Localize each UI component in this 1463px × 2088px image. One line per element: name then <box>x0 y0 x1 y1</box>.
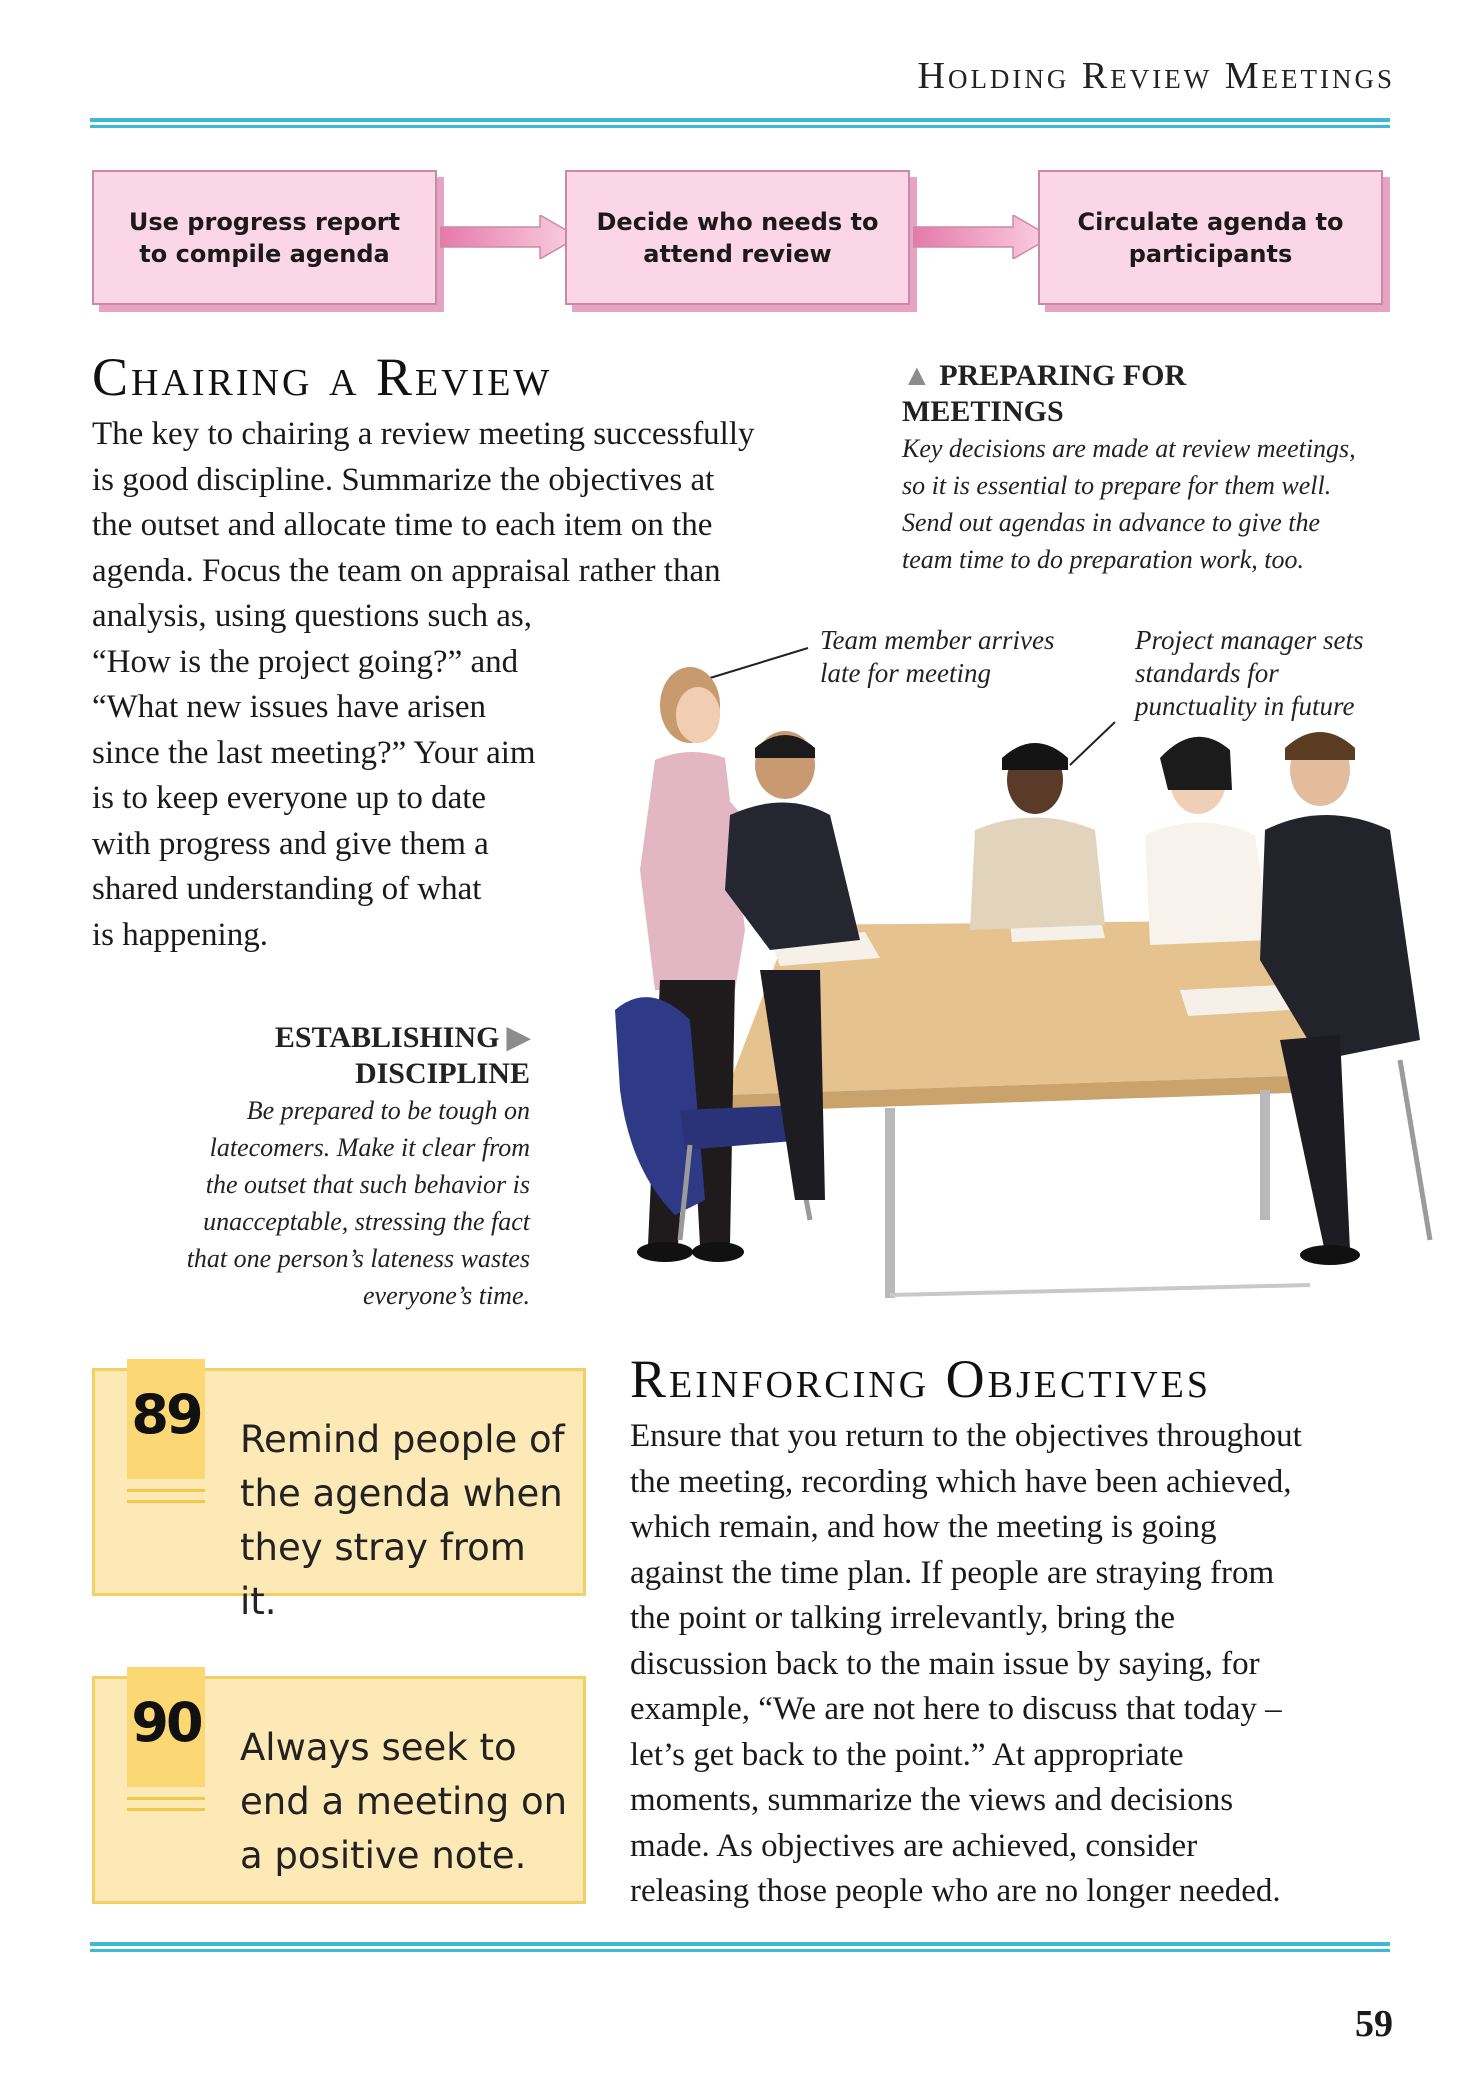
chairing-line: analysis, using questions such as, <box>92 598 532 634</box>
manager-hair <box>1002 743 1068 770</box>
flow-step-1 <box>92 170 437 305</box>
reinforcing-line: let’s get back to the point.” At appropriate <box>630 1736 1184 1773</box>
preparing-sidebar <box>902 358 1422 578</box>
chairing-line: “How is the project going?” and <box>92 643 519 680</box>
latecomer-shoe <box>692 1242 744 1262</box>
discipline-heading <box>120 1020 530 1056</box>
caption-manager-line: Project manager sets <box>1135 625 1364 655</box>
tip-line: Remind people of <box>240 1418 565 1461</box>
reinforcing-line: moments, summarize the views and decisions <box>630 1782 1234 1818</box>
reinforcing-line: example, “We are not here to discuss that today – <box>630 1691 1282 1727</box>
preparing-heading-line1: PREPARING FOR <box>939 359 1187 392</box>
chairing-line: agenda. Focus the team on appraisal rather than <box>92 552 721 589</box>
flow-step-1-line2: to compile agenda <box>139 239 390 268</box>
bottom-rule <box>90 1942 1390 1952</box>
chairing-line: is to keep everyone up to date <box>92 780 487 816</box>
reinforcing-line: against the time plan. If people are straying from <box>630 1554 1275 1591</box>
latecomer-shoe <box>637 1242 693 1262</box>
tip-box-89 <box>92 1368 586 1623</box>
discipline-line: Be prepared to be tough on <box>246 1096 530 1125</box>
discipline-line: unacceptable, stressing the fact <box>203 1207 530 1236</box>
flow-step-1-line1: Use progress report <box>128 207 401 236</box>
tip-box-90 <box>92 1676 586 1904</box>
attendee-4-shoe <box>1300 1245 1360 1265</box>
tip-rule <box>127 1489 205 1503</box>
flow-step-3-line1: Circulate agenda to <box>1077 207 1344 236</box>
flow-arrow-2-icon <box>913 215 1053 259</box>
reinforcing-line: releasing those people who are no longer needed. <box>630 1873 1281 1909</box>
tip-text <box>240 1721 570 1883</box>
attendee-4-legs <box>1280 1035 1350 1252</box>
discipline-sidebar <box>120 1020 530 1314</box>
reinforcing-title: Reinforcing Objectives <box>630 1349 1211 1409</box>
meeting-photo <box>560 640 1440 1320</box>
flow-step-3-line2: participants <box>1128 239 1293 268</box>
chairing-line: since the last meeting?” Your aim <box>92 734 536 771</box>
reinforcing-line: the meeting, recording which have been achieved, <box>630 1463 1292 1500</box>
caption-latecomer-line: Team member arrives <box>820 625 1055 655</box>
attendee-4-hair <box>1285 732 1355 760</box>
top-rule <box>90 118 1390 128</box>
discipline-line: that one person’s lateness wastes <box>186 1244 530 1273</box>
attendee-1-hair <box>755 735 815 758</box>
tip-rule <box>127 1797 205 1811</box>
running-title: Holding Review Meetings <box>917 55 1395 97</box>
tip-text <box>240 1413 570 1629</box>
tip-line: end a meeting on <box>240 1780 568 1823</box>
flow-step-3 <box>1038 170 1383 305</box>
chairing-line: shared understanding of what <box>92 871 482 907</box>
table-leg <box>885 1108 895 1298</box>
caption-manager-line: standards for <box>1135 658 1279 688</box>
reinforcing-line: made. As objectives are achieved, consider <box>630 1827 1198 1864</box>
preparing-heading <box>902 358 1422 394</box>
reinforcing-line: Ensure that you return to the objectives throughout <box>630 1418 1302 1454</box>
reinforcing-line: discussion back to the main issue by saying, for <box>630 1645 1260 1682</box>
chair-leg <box>1400 1060 1430 1240</box>
chairing-title: Chairing a Review <box>92 347 553 407</box>
leader-line-right <box>1070 722 1115 765</box>
table-base <box>890 1285 1310 1295</box>
flow-arrow-1-icon <box>440 215 580 259</box>
chairing-line: with progress and give them a <box>92 825 489 862</box>
triangle-right-icon: ▶ <box>506 1021 530 1054</box>
attendee-3-blouse <box>1145 823 1270 946</box>
attendee-3-hair <box>1160 737 1232 790</box>
flow-step-2-line2: attend review <box>643 239 832 268</box>
caption-manager-line: punctuality in future <box>1135 691 1355 721</box>
tip-number: 90 <box>127 1667 205 1787</box>
page-number: 59 <box>1355 2003 1393 2045</box>
discipline-heading-line2: DISCIPLINE <box>354 1057 530 1090</box>
discipline-heading-line1: ESTABLISHING <box>274 1021 500 1054</box>
discipline-line: everyone’s time. <box>362 1281 530 1310</box>
preparing-line: team time to do preparation work, too. <box>902 545 1305 574</box>
reinforcing-body <box>630 1414 1410 1915</box>
flow-step-2-line1: Decide who needs to <box>596 207 879 236</box>
attendee-1-suit <box>725 803 860 951</box>
chairing-line: is good discipline. Summarize the objectives at <box>92 461 715 498</box>
tip-number: 89 <box>127 1359 205 1479</box>
chairing-line: The key to chairing a review meeting successfully <box>92 416 755 452</box>
preparing-line: so it is essential to prepare for them well. <box>902 471 1332 500</box>
chairing-line: “What new issues have arisen <box>92 689 487 725</box>
flow-step-2 <box>565 170 910 305</box>
discipline-line: latecomers. Make it clear from <box>209 1133 530 1162</box>
reinforcing-line: which remain, and how the meeting is going <box>630 1509 1217 1545</box>
caption-latecomer-line: late for meeting <box>820 658 991 688</box>
leader-line-left <box>710 648 808 678</box>
discipline-line: the outset that such behavior is <box>205 1170 530 1199</box>
tip-line: a positive note. <box>240 1834 527 1877</box>
reinforcing-line: the point or talking irrelevantly, bring the <box>630 1600 1175 1636</box>
preparing-line: Key decisions are made at review meetings, <box>902 434 1356 463</box>
triangle-up-icon: ▲ <box>902 359 932 392</box>
tip-line: they stray from it. <box>240 1526 526 1623</box>
preparing-line: Send out agendas in advance to give the <box>902 508 1321 537</box>
chairing-line: is happening. <box>92 916 268 953</box>
tip-line: Always seek to <box>240 1726 517 1769</box>
manager-jacket <box>970 818 1105 931</box>
latecomer-face <box>676 687 720 743</box>
table-leg <box>1260 1090 1270 1220</box>
tip-line: the agenda when <box>240 1472 563 1515</box>
preparing-heading-line2: MEETINGS <box>902 395 1064 428</box>
chairing-line: the outset and allocate time to each item on the <box>92 507 713 543</box>
